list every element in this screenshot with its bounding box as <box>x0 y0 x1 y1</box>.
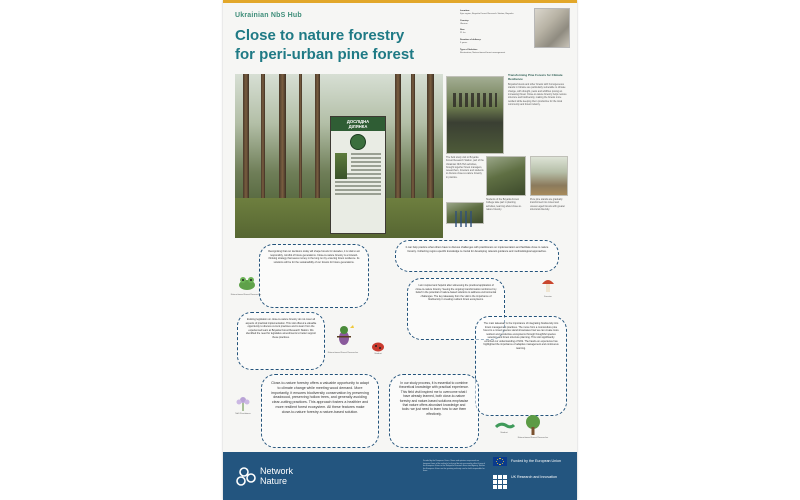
character-label-6: Student <box>500 432 508 434</box>
brand-name <box>260 466 293 486</box>
quote-bubble-6: Close-to-nature forestry offers a valuable opportunity to adapt to climate change while meeting wood demand. More importantly, it ensures biodiversity conservation by preserving deadwood, preserving hollow trees, and generally avoiding clear-cutting practices. This approach fosters a healthier and more resilient forest ecosystem. All these features make close-to-nature forestry a nature-based solution. <box>261 374 379 448</box>
meta-value: Kyiv region, Boyarka Forest Research Station, Boyarka <box>460 13 514 16</box>
meta-value: Restoration; Nature-based forest management <box>460 51 506 54</box>
mushroom-icon <box>541 276 555 294</box>
hub-label: Ukrainian NbS Hub <box>235 12 302 19</box>
character-label-4: Student <box>374 353 382 355</box>
caption-2: Students of the Boyarka Forest College take part in planting activities, learning about close-to-nature forestry. <box>486 198 522 211</box>
research-plot-sign <box>330 116 386 234</box>
footer <box>223 452 577 500</box>
brand-line-2: Nature <box>260 476 288 486</box>
side-heading: Transforming Pine Forests for Climate Resilience <box>508 73 563 81</box>
quote-bubble-3: I am inspired and hopeful after witnessing the practical application of close-to-nature forestry. Seeing the ongoing transformation reinforced my belief in the potential of nature-based solutions to address environmental challenges. The key takeaway from the visit is the importance of biodiversity in creating resilient forest ecosystems. <box>407 278 505 340</box>
quote-bubble-2: It can help practice what others have to discuss challenges with practitioners on implementation and facilitate close to nature forestry. Collecting region-specific knowledge is crucial for developing relevant guidance and methodological approaches. <box>395 240 559 272</box>
ladybug-icon <box>371 340 385 352</box>
project-meta <box>460 10 532 58</box>
meta-value: 5 years <box>460 42 468 45</box>
accent-bar <box>223 0 577 3</box>
students-photo <box>446 202 484 224</box>
meta-key: Type of Solution: <box>460 48 478 51</box>
eu-funding-text: Funded by the European Union <box>511 459 561 463</box>
quote-bubble-1: Recognising that our decisions today will shape forests for decades, it is vital to act responsibly, mindful of future generations. Close-to-nature forestry is a forward-thinking strategy that saves money in the long run by ensuring forest resilience. Its solutions will be for the sustainability of our forests for future generations. <box>259 244 369 308</box>
lizard-icon <box>495 420 515 432</box>
funding-disclaimer: Funded by the European Union. Views and opinions expressed are however those of the author(s) only and do not necessarily reflect those of the European Union or the European Research Executive Agency. Neither the European Union nor the granting authority can be held responsible for them. <box>423 460 486 473</box>
caption-3: Pure pine stands are gradually transformed into mixed and uneven-aged forests with greater structural diversity. <box>530 198 565 211</box>
title-line-1: Close to nature forestry <box>235 27 405 44</box>
caption-1: The field study visit to Boyarka Forest Research Station, part of the Ukrainian NbS Hub activities, brought together forest managers, researchers, foresters and students to discuss close-to-nature forestry in practice. <box>446 156 484 179</box>
eu-flag-icon <box>493 457 507 466</box>
character-label-7: Nature-based Forest Researcher <box>517 437 549 439</box>
ukri-logo-icon <box>493 475 507 489</box>
photo-collage <box>446 74 568 238</box>
character-label-1: Nature-based Forest Researcher <box>230 294 262 296</box>
flower-icon <box>235 394 251 412</box>
character-label-3: Nature-based Forest Researcher <box>327 352 359 354</box>
sign-text-1: ДОСЛІДНА <box>346 119 370 124</box>
network-nature-logo-icon <box>235 466 261 490</box>
tree-character-icon <box>523 414 543 436</box>
poster-title <box>235 26 468 64</box>
acorn-character-icon <box>333 324 355 350</box>
side-text <box>508 74 568 106</box>
quote-bubble-5: The main takeaway is the importance of integrating biodiversity into forest management practices. The move from a monoculture pine forest to a mixed species stand showcases how we can create more resilient and productive ecosystems through thoughtful species selection and forest structure planning. This visit significantly enriched our understanding of NbS. The hands-on experience has highlighted the importance of adaptive management and continuous learning. <box>475 316 567 416</box>
quote-bubble-4: Existing legislation on close-to-nature forestry do not cover all aspects of practical implementation. This visit offered a valuable opportunity to discuss current practices and to learn from the experienced team at Boyarka Forest Research Station. We identified the need for legislative amendments to better support these practices. <box>237 312 325 370</box>
quote-bubble-7: In our study process, it is essential to combine theoretical knowledge with practical experience. This field visit inspired me to overcome what I have already learned, both close-to-nature forestry and nature-based solutions emphasise that nature offers abundant knowledge and tools: we just need to learn how to use them effectively. <box>389 374 479 448</box>
character-label-5: NbS Practitioner <box>235 413 251 415</box>
character-label-2: Forester <box>544 296 552 298</box>
sign-text-2: ДІЛЯНКА <box>348 124 368 129</box>
title-line-2: for peri-urban pine forest <box>235 46 415 63</box>
group-photo <box>446 76 504 154</box>
ukri-text: UK Research and Innovation <box>511 475 557 479</box>
side-body: Boyarka forests and other forests with homogeneous stands in Ukraine are particularly vulnerable to climate change, with drought, pests and wildfires posing an increasing threat. Close-to-nature forestry helps restore structure and biodiversity, making the forests more resilient while keeping them productive for the local community and forest industry. <box>508 83 567 106</box>
meta-key: Size: <box>460 29 466 32</box>
meta-value: Ukraine <box>460 22 468 25</box>
meta-key: Location: <box>460 10 470 12</box>
frog-icon <box>237 274 257 292</box>
location-map-image <box>534 8 570 48</box>
meta-key: Country: <box>460 19 470 22</box>
meta-key: Duration of delivery: <box>460 39 482 42</box>
emblem-icon <box>350 134 366 150</box>
meta-value: 21 ha <box>460 32 466 35</box>
brand-line-1: Network <box>260 466 294 476</box>
forest-stand-photo <box>486 156 526 196</box>
poster <box>223 0 577 500</box>
main-forest-photo <box>235 74 443 238</box>
clearing-photo <box>530 156 568 196</box>
